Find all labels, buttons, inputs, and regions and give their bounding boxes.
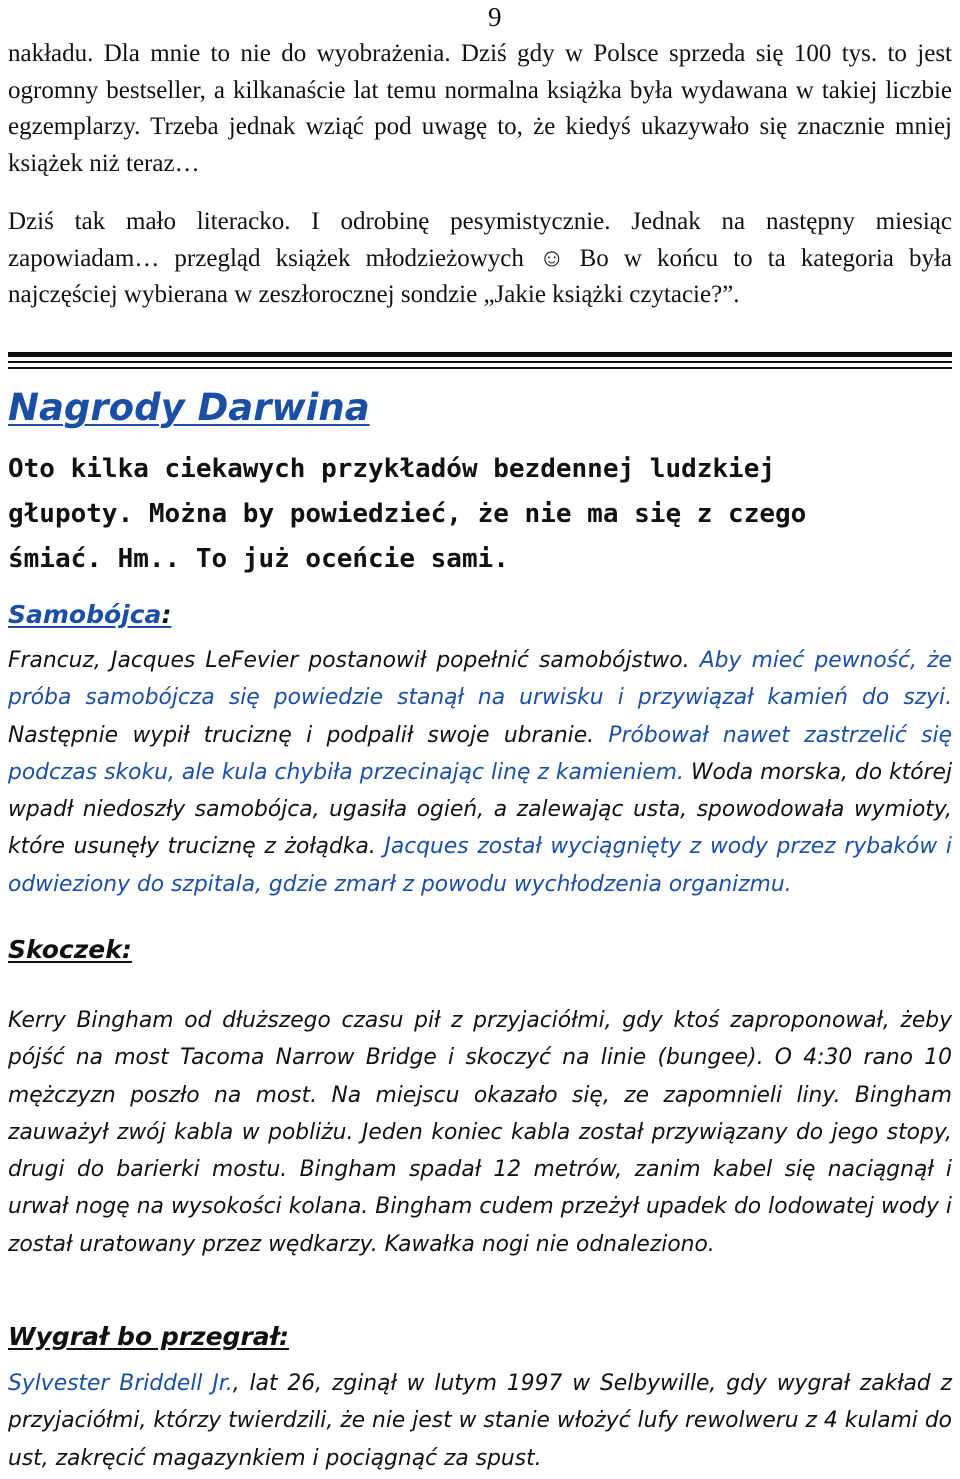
story-text bbox=[8, 1365, 952, 1477]
intro-paragraph bbox=[8, 204, 952, 314]
section-divider bbox=[8, 367, 952, 369]
intro-paragraph-text: nakładu. Dla mnie to nie do wyobrażenia. Dziś gdy w Polsce sprzeda się 100 tys. to jest ogromny bestseller, a kilkanaście lat temu normalna książka była wydawana w takiej liczbie egzemplarzy. Trzeba jednak wziąć pod uwagę to, że kiedyś ukazywało się znacznie mniej książek niż teraz… bbox=[8, 40, 952, 177]
section-title: Nagrody Darwina bbox=[8, 386, 370, 429]
section-lead: Oto kilka ciekawych przykładów bezdennej ludzkiej głupoty. Można by powiedzieć, że nie ma się z czego śmiać. Hm.. To już oceńcie sami. bbox=[8, 454, 807, 574]
story-segment: , lat 26, zginął w lutym 1997 w Selbywille, gdy wygrał zakład z przyjaciółmi, którzy twierdzili, że nie jest w stanie włożyć lufy rewolweru z 4 kulami do ust, zakręcić magazynkiem i pociągnąć za spust. bbox=[8, 1371, 952, 1471]
page-number: 9 bbox=[488, 2, 502, 32]
story-title-colon: : bbox=[161, 600, 172, 629]
intro-paragraph-text: Dziś tak mało literacko. I odrobinę pesymistycznie. Jednak na następny miesiąc zapowiadam… przegląd książek młodzieżowych ☺ Bo w końcu to ta kategoria była najczęściej wybierana w zeszłorocznej sondzie „Jakie książki czytacie?”. bbox=[8, 208, 952, 308]
intro-paragraph bbox=[8, 36, 952, 182]
story-title bbox=[8, 600, 171, 629]
story-title: Skoczek: bbox=[8, 935, 132, 964]
story-segment: Jacques został wyciągnięty z wody przez rybaków i odwieziony do szpitala, gdzie zmarł z powodu wychłodzenia organizmu. bbox=[8, 834, 952, 897]
story-text bbox=[8, 642, 952, 903]
story-segment: Aby mieć pewność, że próba samobójcza się powiedzie stanął na urwisku i przywiązał kamień do szyi. bbox=[8, 648, 952, 711]
story-segment: Sylvester Briddell Jr. bbox=[8, 1371, 233, 1396]
story-title: Wygrał bo przegrał: bbox=[8, 1322, 290, 1351]
section-divider bbox=[8, 361, 952, 363]
story-segment: Woda morska, do której wpadł niedoszły samobójca, ugasiła ogień, a zalewając usta, spowodowała wymioty, które usunęły truciznę z żołądka. bbox=[8, 759, 953, 860]
story-segment: Kerry Bingham od dłuższego czasu pił z przyjaciółmi, gdy ktoś zaproponował, żeby pójść na most Tacoma Narrow Bridge i skoczyć na linie (bungee). O 4:30 rano 10 mężczyzn poszło na most. Na miejscu okazało się, ze zapomnieli liny. Bingham zauważył zwój kabla w pobliżu. Jeden koniec kabla został przywiązany do jego stopy, drugi do barierki mostu. Bingham spadał 12 metrów, zanim kabel się naciągnął i urwał nogę na wysokości kolana. Bingham cudem przeżył upadek do lodowatej wody i został uratowany przez wędkarzy. Kawałka nogi nie odnaleziono. bbox=[8, 1008, 952, 1257]
story-segment: Próbował nawet zastrzelić się podczas skoku, ale kula chybiła przecinając linę z kamieniem. bbox=[8, 722, 952, 785]
story-segment: Francuz, Jacques LeFevier postanowił popełnić samobójstwo. bbox=[8, 648, 700, 673]
story-title-text: Samobójca bbox=[8, 600, 162, 629]
section-divider bbox=[8, 352, 952, 357]
story-text bbox=[8, 1002, 952, 1263]
story-segment: Następnie wypił truciznę i podpalił swoje ubranie. bbox=[8, 722, 609, 748]
